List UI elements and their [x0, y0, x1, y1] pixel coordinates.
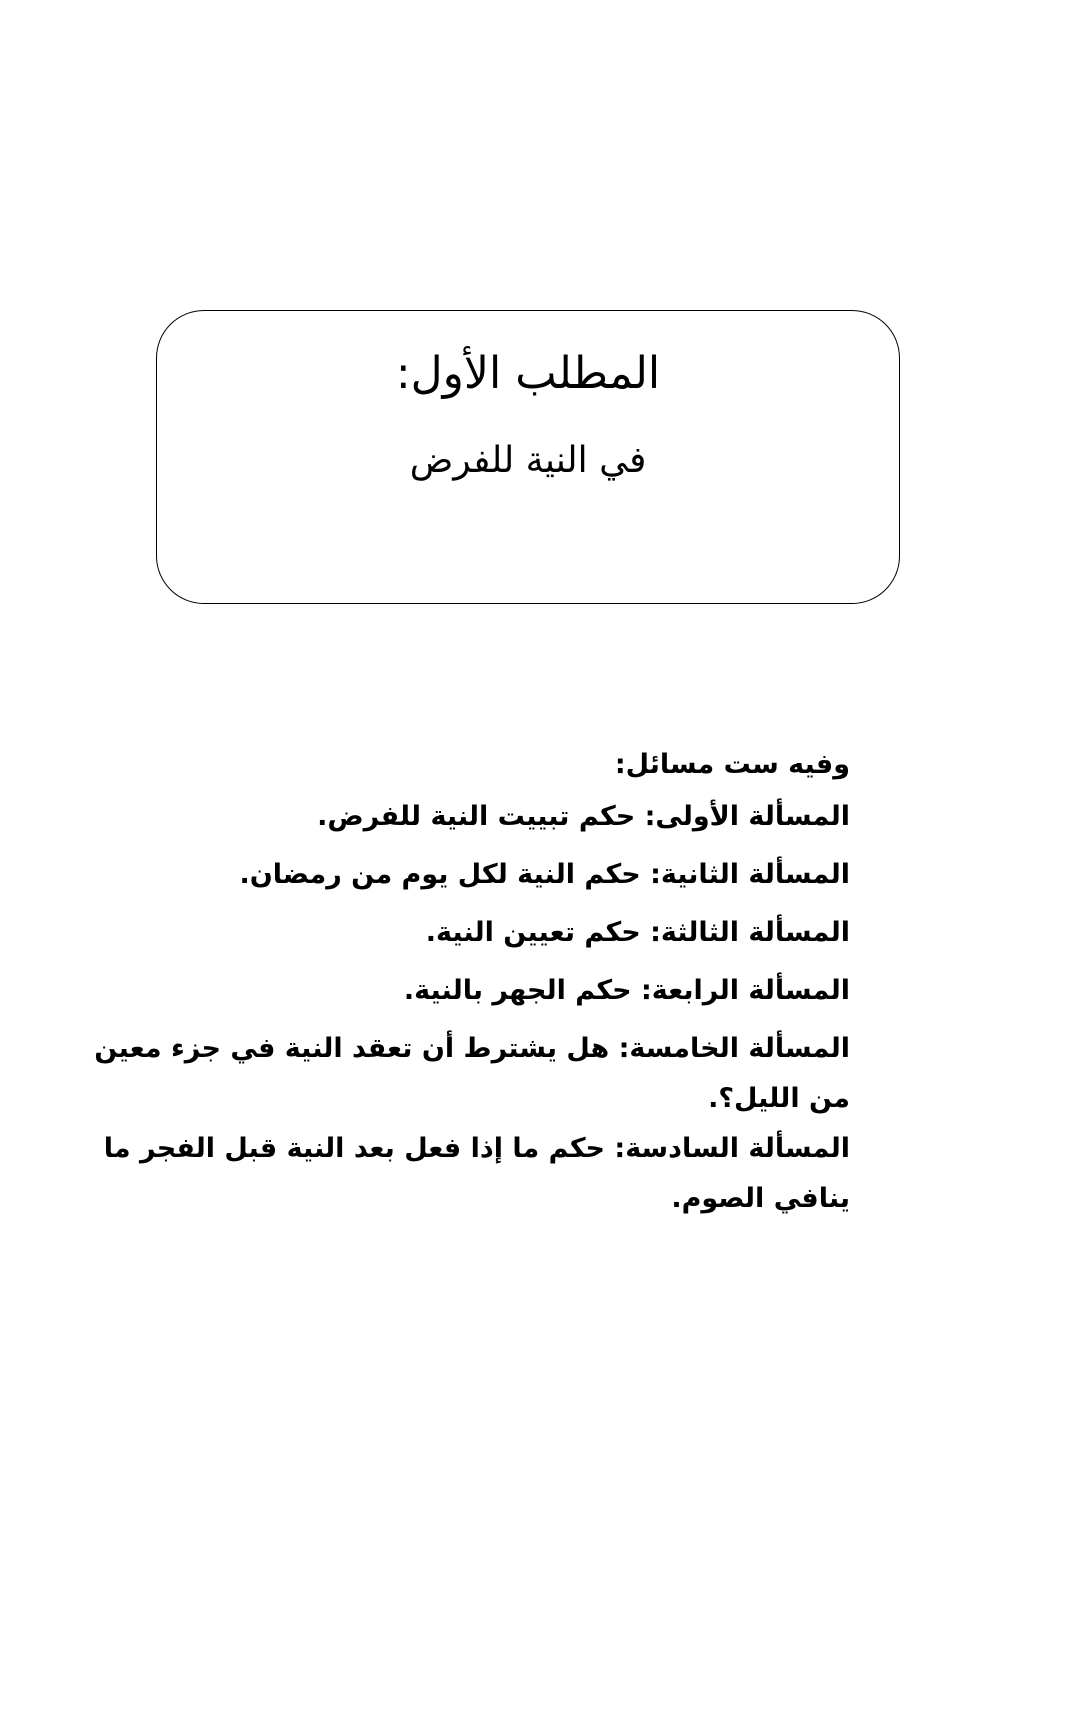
issue-item-5: [58, 1024, 850, 1124]
issue-text: هل يشترط أن تعقد النية في جزء معين من الليل؟.: [94, 1033, 850, 1114]
section-heading: المطلب الأول:: [395, 348, 661, 399]
issue-item-2: [58, 850, 850, 908]
issue-label: المسألة الثانية:: [650, 859, 850, 890]
issue-item-3: [58, 908, 850, 966]
issue-label: المسألة الأولى:: [644, 801, 850, 832]
issue-item-4: [58, 966, 850, 1024]
issues-list: [58, 738, 850, 1224]
issue-item-6: [58, 1124, 850, 1224]
issue-label: المسألة الثالثة:: [650, 917, 850, 948]
issue-text: حكم النية لكل يوم من رمضان.: [239, 859, 651, 890]
issue-text: حكم ما إذا فعل بعد النية قبل الفجر ما ينافي الصوم.: [103, 1133, 850, 1214]
issue-item-1: [58, 792, 850, 850]
issue-text: حكم تعيين النية.: [425, 917, 651, 948]
issue-text: حكم تبييت النية للفرض.: [317, 801, 645, 832]
issue-text: حكم الجهر بالنية.: [403, 975, 641, 1006]
issue-label: المسألة الخامسة:: [618, 1033, 850, 1064]
issue-label: المسألة السادسة:: [614, 1133, 850, 1164]
section-subheading: في النية للفرض: [409, 440, 647, 481]
section-title-box: [156, 310, 900, 604]
issue-label: المسألة الرابعة:: [640, 975, 850, 1006]
issues-intro: وفيه ست مسائل:: [614, 749, 850, 780]
